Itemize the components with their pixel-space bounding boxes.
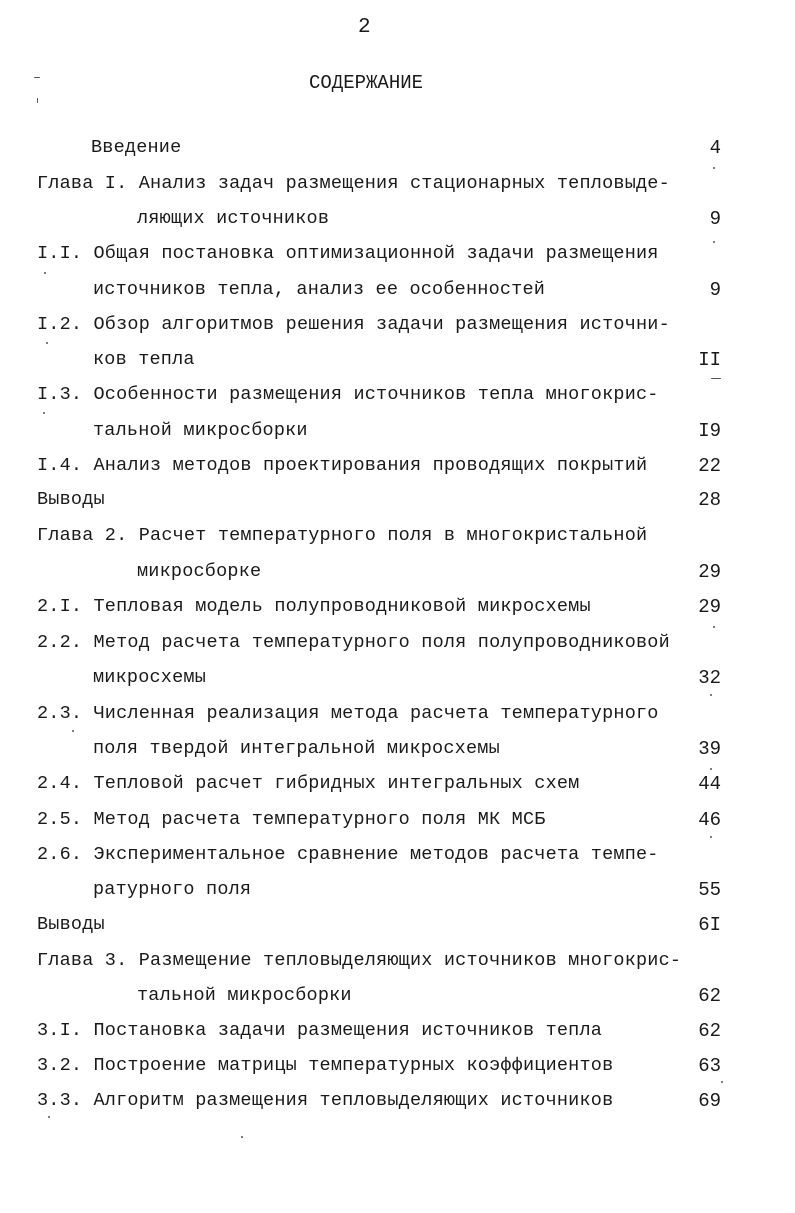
toc-entry-section-1-3-cont: тальной микросборки xyxy=(93,420,308,441)
toc-entry-section-1-1: I.I. Общая постановка оптимизационной задачи размещения xyxy=(37,243,659,264)
toc-page-number: 29 xyxy=(698,596,721,618)
toc-entry-section-1-2-cont: ков тепла xyxy=(93,349,195,370)
scan-speck xyxy=(721,1081,723,1083)
scan-speck xyxy=(37,98,38,103)
toc-entry-section-2-3: 2.3. Численная реализация метода расчета температурного xyxy=(37,703,659,724)
toc-page-number: 22 xyxy=(698,455,721,477)
toc-page-number: 44 xyxy=(698,773,721,795)
scan-speck xyxy=(711,378,721,379)
toc-entry-chapter-2: Глава 2. Расчет температурного поля в многокристальной xyxy=(37,525,648,546)
toc-page-number: 28 xyxy=(698,489,721,511)
toc-entry-chapter-3-cont: тальной микросборки xyxy=(137,985,352,1006)
toc-entry-section-1-1-cont: источников тепла, анализ ее особенностей xyxy=(93,279,546,300)
scan-speck xyxy=(713,626,715,628)
toc-entry-conclusions-1: Выводы xyxy=(37,489,105,510)
scan-speck xyxy=(713,241,715,243)
toc-page-number: 62 xyxy=(698,1020,721,1042)
toc-page-number: 32 xyxy=(698,667,721,689)
scan-speck xyxy=(34,77,40,78)
toc-entry-section-2-2-cont: микросхемы xyxy=(93,667,207,688)
toc-page-number: 39 xyxy=(698,738,721,760)
toc-entry-section-3-1: 3.I. Постановка задачи размещения источников тепла xyxy=(37,1020,603,1041)
toc-page-number: 9 xyxy=(709,208,721,230)
toc-page-number: 55 xyxy=(698,879,721,901)
toc-entry-section-3-2: 3.2. Построение матрицы температурных коэффициентов xyxy=(37,1055,614,1076)
scan-speck xyxy=(48,1116,50,1118)
toc-entry-introduction: Введение xyxy=(91,137,182,158)
toc-entry-section-3-3: 3.3. Алгоритм размещения тепловыделяющих источников xyxy=(37,1090,614,1111)
toc-entry-section-2-3-cont: поля твердой интегральной микросхемы xyxy=(93,738,500,759)
toc-entry-section-2-2: 2.2. Метод расчета температурного поля полупроводниковой xyxy=(37,632,670,653)
toc-page-number: 6I xyxy=(698,914,721,936)
toc-page-number: 4 xyxy=(709,137,721,159)
scan-speck xyxy=(241,1136,243,1138)
toc-entry-chapter-1-cont: ляющих источников xyxy=(137,208,330,229)
toc-page-number: 69 xyxy=(698,1090,721,1112)
scan-speck xyxy=(710,694,712,696)
page-title: СОДЕРЖАНИЕ xyxy=(309,72,424,94)
scan-speck xyxy=(72,730,74,732)
toc-entry-section-2-4: 2.4. Тепловой расчет гибридных интегральных схем xyxy=(37,773,580,794)
toc-entry-section-2-6: 2.6. Экспериментальное сравнение методов расчета темпе- xyxy=(37,844,659,865)
toc-entry-section-2-6-cont: ратурного поля xyxy=(93,879,252,900)
toc-entry-chapter-3: Глава 3. Размещение тепловыделяющих источников многокрис- xyxy=(37,950,682,971)
scan-speck xyxy=(43,412,45,414)
toc-entry-section-2-1: 2.I. Тепловая модель полупроводниковой микросхемы xyxy=(37,596,591,617)
toc-page-number: 9 xyxy=(709,279,721,301)
toc-page-number: 63 xyxy=(698,1055,721,1077)
toc-entry-chapter-1: Глава I. Анализ задач размещения стационарных тепловыде- xyxy=(37,173,670,194)
scan-speck xyxy=(44,272,46,274)
toc-page-number: 62 xyxy=(698,985,721,1007)
toc-entry-conclusions-2: Выводы xyxy=(37,914,105,935)
toc-entry-section-2-5: 2.5. Метод расчета температурного поля МК МСБ xyxy=(37,809,546,830)
toc-page-number: 29 xyxy=(698,561,721,583)
toc-page-number: I9 xyxy=(698,420,721,442)
toc-page-number: 46 xyxy=(698,809,721,831)
scan-speck xyxy=(713,167,715,169)
scan-speck xyxy=(710,768,712,770)
page-number: 2 xyxy=(358,16,371,39)
scan-speck xyxy=(46,342,48,344)
toc-entry-section-1-2: I.2. Обзор алгоритмов решения задачи размещения источни- xyxy=(37,314,670,335)
toc-entry-section-1-3: I.3. Особенности размещения источников тепла многокрис- xyxy=(37,384,659,405)
toc-entry-section-1-4: I.4. Анализ методов проектирования проводящих покрытий xyxy=(37,455,648,476)
toc-page-number: II xyxy=(698,349,721,371)
scan-speck xyxy=(710,836,712,838)
toc-entry-chapter-2-cont: микросборке xyxy=(137,561,262,582)
